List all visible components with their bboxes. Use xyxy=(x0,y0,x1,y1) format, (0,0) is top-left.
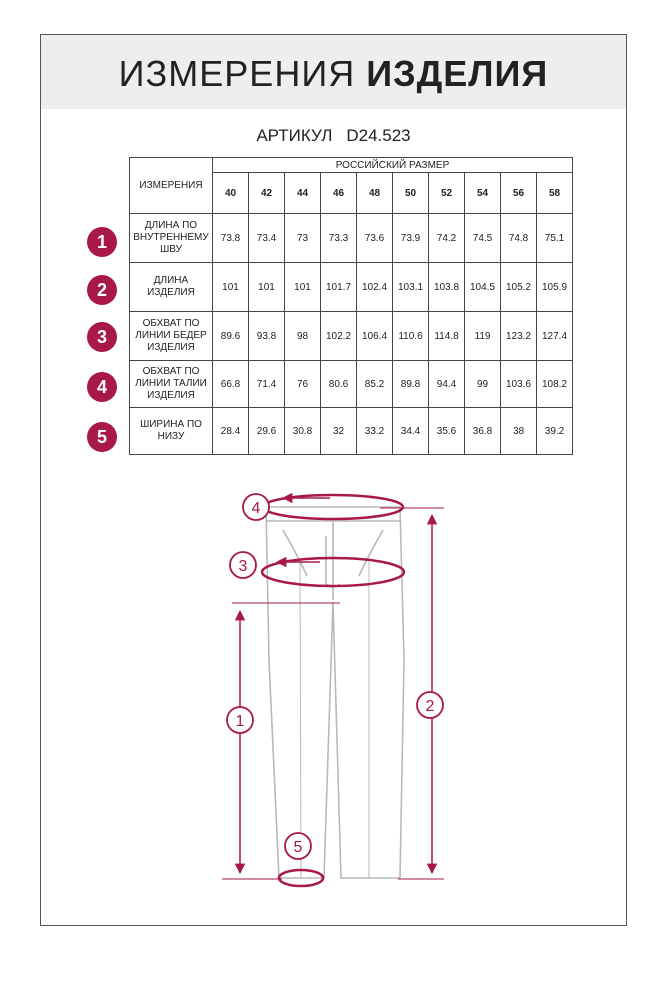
row-label: ДЛИНА ПО ВНУТРЕННЕМУ ШВУ xyxy=(130,214,213,263)
article-code: D24.523 xyxy=(346,126,411,145)
table-cell: 74.8 xyxy=(501,214,537,263)
row-badge: 4 xyxy=(87,372,117,402)
table-cell: 73.8 xyxy=(213,214,249,263)
table-cell: 101 xyxy=(249,263,285,312)
row-badge: 5 xyxy=(87,422,117,452)
table-cell: 103.1 xyxy=(393,263,429,312)
table-cell: 80.6 xyxy=(321,361,357,408)
size-header: 52 xyxy=(429,173,465,214)
table-cell: 114.8 xyxy=(429,312,465,361)
marker-label: 1 xyxy=(235,713,245,730)
table-cell: 94.4 xyxy=(429,361,465,408)
title-bold: ИЗДЕЛИЯ xyxy=(366,53,549,94)
table-cell: 35.6 xyxy=(429,408,465,455)
marker-1 xyxy=(227,707,253,733)
table-cell: 34.4 xyxy=(393,408,429,455)
table-cell: 39.2 xyxy=(537,408,573,455)
marker-label: 5 xyxy=(293,839,303,856)
table-cell: 104.5 xyxy=(465,263,501,312)
table-cell: 89.8 xyxy=(393,361,429,408)
table-cell: 127.4 xyxy=(537,312,573,361)
table-cell: 85.2 xyxy=(357,361,393,408)
table-cell: 76 xyxy=(285,361,321,408)
size-header: 44 xyxy=(285,173,321,214)
table-cell: 29.6 xyxy=(249,408,285,455)
size-header: 46 xyxy=(321,173,357,214)
row-label: ШИРИНА ПО НИЗУ xyxy=(130,408,213,455)
table-cell: 73.4 xyxy=(249,214,285,263)
table-cell: 119 xyxy=(465,312,501,361)
table-cell: 74.2 xyxy=(429,214,465,263)
table-cell: 33.2 xyxy=(357,408,393,455)
table-cell: 108.2 xyxy=(537,361,573,408)
table-cell: 93.8 xyxy=(249,312,285,361)
table-cell: 101 xyxy=(213,263,249,312)
title-light: ИЗМЕРЕНИЯ xyxy=(118,53,356,94)
table-cell: 101.7 xyxy=(321,263,357,312)
size-header: 40 xyxy=(213,173,249,214)
marker-4 xyxy=(243,494,269,520)
table-cell: 102.4 xyxy=(357,263,393,312)
size-header: 48 xyxy=(357,173,393,214)
table-cell: 103.8 xyxy=(429,263,465,312)
row-badge: 1 xyxy=(87,227,117,257)
table-cell: 75.1 xyxy=(537,214,573,263)
table-cell: 74.5 xyxy=(465,214,501,263)
row-label: ДЛИНА ИЗДЕЛИЯ xyxy=(130,263,213,312)
table-cell: 103.6 xyxy=(501,361,537,408)
measure-header: ИЗМЕРЕНИЯ xyxy=(130,158,213,214)
table-cell: 105.2 xyxy=(501,263,537,312)
table-cell: 36.8 xyxy=(465,408,501,455)
marker-label: 3 xyxy=(238,558,248,575)
table-cell: 99 xyxy=(465,361,501,408)
size-group-header: РОССИЙСКИЙ РАЗМЕР xyxy=(213,158,573,173)
table-cell: 73.9 xyxy=(393,214,429,263)
table-cell: 89.6 xyxy=(213,312,249,361)
size-header: 56 xyxy=(501,173,537,214)
size-header: 54 xyxy=(465,173,501,214)
marker-label: 4 xyxy=(251,500,261,517)
size-header: 42 xyxy=(249,173,285,214)
table-cell: 32 xyxy=(321,408,357,455)
table-cell: 73.3 xyxy=(321,214,357,263)
table-cell: 38 xyxy=(501,408,537,455)
table-cell: 102.2 xyxy=(321,312,357,361)
row-label: ОБХВАТ ПО ЛИНИИ ТАЛИИ ИЗДЕЛИЯ xyxy=(130,361,213,408)
table-cell: 73 xyxy=(285,214,321,263)
size-header: 50 xyxy=(393,173,429,214)
table-cell: 123.2 xyxy=(501,312,537,361)
table-cell: 101 xyxy=(285,263,321,312)
table-cell: 66.8 xyxy=(213,361,249,408)
table-cell: 71.4 xyxy=(249,361,285,408)
table-cell: 73.6 xyxy=(357,214,393,263)
row-badge: 2 xyxy=(87,275,117,305)
marker-5 xyxy=(285,833,311,859)
marker-label: 2 xyxy=(425,698,435,715)
table-cell: 105.9 xyxy=(537,263,573,312)
table-cell: 106.4 xyxy=(357,312,393,361)
marker-3 xyxy=(230,552,256,578)
size-header: 58 xyxy=(537,173,573,214)
table-cell: 98 xyxy=(285,312,321,361)
marker-2 xyxy=(417,692,443,718)
table-cell: 30.8 xyxy=(285,408,321,455)
row-label: ОБХВАТ ПО ЛИНИИ БЕДЕР ИЗДЕЛИЯ xyxy=(130,312,213,361)
row-badge: 3 xyxy=(87,322,117,352)
table-cell: 110.6 xyxy=(393,312,429,361)
table-cell: 28.4 xyxy=(213,408,249,455)
article-label: АРТИКУЛ xyxy=(256,126,333,145)
